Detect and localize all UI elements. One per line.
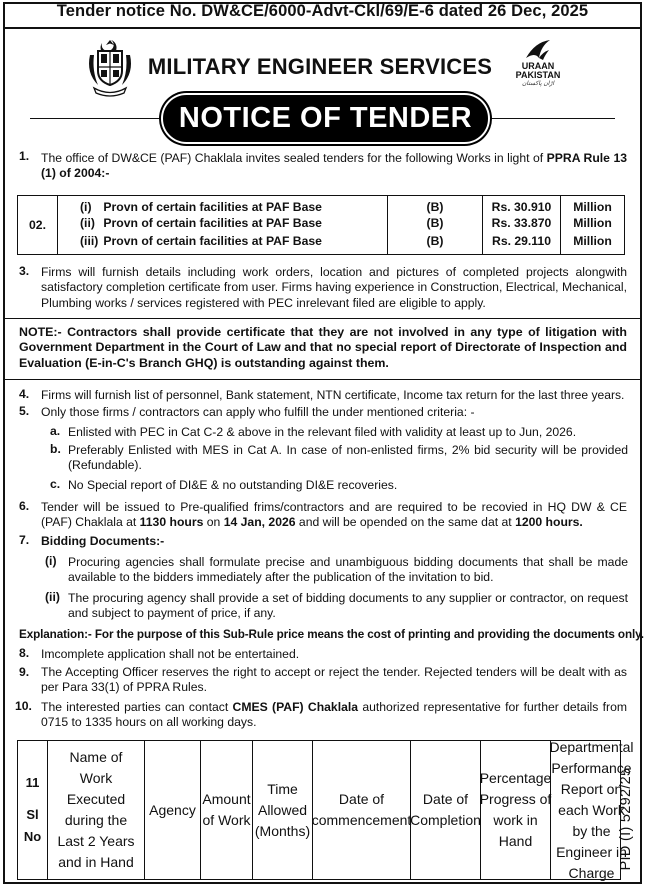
para-6-text: Tender will be issued to Pre-qualified frims/contractors and are required to be recovied in HQ DW & CE (PAF) Chaklala at 1130 hours on 14 Jan, 2026 and will be opended on the same dat at 1200 hours. — [41, 500, 627, 530]
lot-row-1-category: (B) — [426, 200, 444, 214]
table-header-amount: Amount of Work — [201, 741, 253, 879]
lot-row-3-amount: Rs. 29.110 — [492, 234, 551, 248]
para-5b-label: b. — [50, 442, 61, 456]
para-5b-text: Preferably Enlisted with MES in Cat A. In case of non-enlisted firms, 2% bid security will be provided (Refundable). — [68, 443, 628, 473]
notice-of-tender-banner: NOTICE OF TENDER — [163, 95, 488, 142]
para-7i-label: (i) — [45, 554, 57, 568]
para-7ii-label: (ii) — [45, 590, 60, 604]
table-header-date-of-commencement: Date of commencement — [313, 741, 411, 879]
para-5a-text: Enlisted with PEC in Cat C-2 & above in the relevant filed with validity at least up to Jun, 2026. — [68, 425, 577, 439]
lot-row-1-amount: Rs. 30.910 — [491, 200, 552, 214]
uraan-pakistan-logo — [498, 38, 578, 98]
para-5-text: Only those firms / contractors can apply who fulfill the under mentioned criteria: - — [41, 405, 475, 419]
state-emblem-icon — [84, 37, 136, 99]
para-7-title: Bidding Documents:- — [41, 534, 165, 548]
para-5a-label: a. — [50, 424, 61, 438]
lots-work-column — [58, 196, 388, 254]
explanation-text: Explanation:- For the purpose of this Sub-Rule price means the cost of printing and providing the documents only. — [19, 628, 644, 641]
tender-notice-number: Tender notice No. DW&CE/6000-Advt-Ckl/69/E-6 dated 26 Dec, 2025 — [56, 2, 589, 20]
para-3-number: 3. — [19, 264, 30, 278]
lot-row-3-category: (B) — [426, 234, 444, 248]
banner-rule-left — [30, 118, 170, 119]
para-4-text: Firms will furnish list of personnel, Bank statement, NTN certificate, Income tax return for the last three years. — [41, 388, 625, 402]
lot-row-3-unit: Million — [573, 234, 612, 248]
para-1-number: 1. — [19, 149, 30, 163]
lots-table — [17, 195, 625, 255]
para-7ii-text: The procuring agency shall provide a set of bidding documents to any supplier or contractor, on request and subject to payment of price, if any. — [68, 591, 628, 621]
lot-row-2-work: (ii) Provn of certain facilities at PAF Base — [80, 216, 322, 230]
lot-row-1-work: (i) Provn of certain facilities at PAF Base — [80, 200, 322, 214]
para-7i-text: Procuring agencies shall formulate precise and unambiguous bidding documents that shall be made available to the bidders immediately after the publication of the invitation to bid. — [68, 555, 628, 585]
table-header-agency: Agency — [145, 741, 201, 879]
lot-row-3-work: (iii) Provn of certain facilities at PAF Base — [80, 234, 322, 248]
lots-number: 02. — [18, 196, 58, 254]
organization-name: MILITARY ENGINEER SERVICES — [147, 54, 493, 79]
para-5c-text: No Special report of DI&E & no outstanding DI&E recoveries. — [68, 478, 398, 492]
table-header-date-of-completion: Date of Completion — [411, 741, 481, 879]
lot-row-2-unit: Million — [573, 216, 612, 230]
pid-number: PID (I) 5292/25 — [618, 767, 634, 871]
table-header-percentage-progress: Percentage Progress of work in Hand — [481, 741, 551, 879]
para-4-number: 4. — [19, 387, 30, 401]
para-5-number: 5. — [19, 404, 30, 418]
para-5c-label: c. — [50, 477, 61, 491]
para-6-number: 6. — [19, 499, 30, 513]
lot-row-1-unit: Million — [573, 200, 612, 214]
note-top-rule — [3, 318, 642, 319]
table-header-performance-report: Departmental Performance Report on each Work by the Engineer in Charge — [549, 738, 634, 881]
para-8-number: 8. — [19, 646, 30, 660]
lots-category-column — [388, 196, 483, 254]
table-header-name-of-work: Name of Work Executed during the Last 2 Years and in Hand — [48, 741, 145, 879]
lots-unit-column — [561, 196, 624, 254]
para-8-text: Imcomplete application shall not be entertained. — [41, 647, 300, 661]
para-3-text: Firms will furnish details including work orders, location and pictures of completed projects alongwith satisfactory completion certificate from user. Firms having experience in Construction, Electrical, Mechanical, Plumbing works / services registered with PEC inrelevant filed are eligible to apply. — [41, 265, 627, 310]
uraan-label: URAAN — [521, 61, 555, 71]
note-bottom-rule — [3, 379, 642, 380]
note-text: NOTE:- Contractors shall provide certificate that they are not involved in any type of litigation with Government Department in the Court of Law and that no special report of Directorate of Inspection and Evaluation (E-in-C's Branch GHQ) is outstanding against them. — [19, 325, 627, 370]
table-header-time-allowed: Time Allowed (Months) — [253, 741, 313, 879]
para-7-number: 7. — [19, 533, 30, 547]
para-10-number: 10. — [15, 699, 32, 713]
banner-rule-right — [481, 118, 615, 119]
para-10-text: The interested parties can contact CMES (PAF) Chaklala authorized representative for further details from 0715 to 1335 hours on all working days. — [41, 700, 628, 730]
para-1-text: The office of DW&CE (PAF) Chaklala invites sealed tenders for the following Works in light of PPRA Rule 13 (1) of 2004:- — [41, 151, 627, 181]
para-9-text: The Accepting Officer reserves the right to accept or reject the tender. Rejected tenders will be dealt with as per Para 33(1) of PPRA Rules. — [41, 665, 627, 695]
header-rule — [3, 27, 642, 29]
table-sl-no-header: 11 Sl No — [18, 741, 48, 879]
lots-amount-column — [483, 196, 561, 254]
bird-icon — [523, 38, 553, 62]
lot-row-2-amount: Rs. 33.870 — [491, 216, 552, 230]
lot-row-2-category: (B) — [426, 216, 444, 230]
para-9-number: 9. — [19, 665, 30, 679]
uraan-urdu-label: اڑان پاکستان — [521, 81, 555, 87]
pakistan-label: PAKISTAN — [515, 70, 561, 80]
